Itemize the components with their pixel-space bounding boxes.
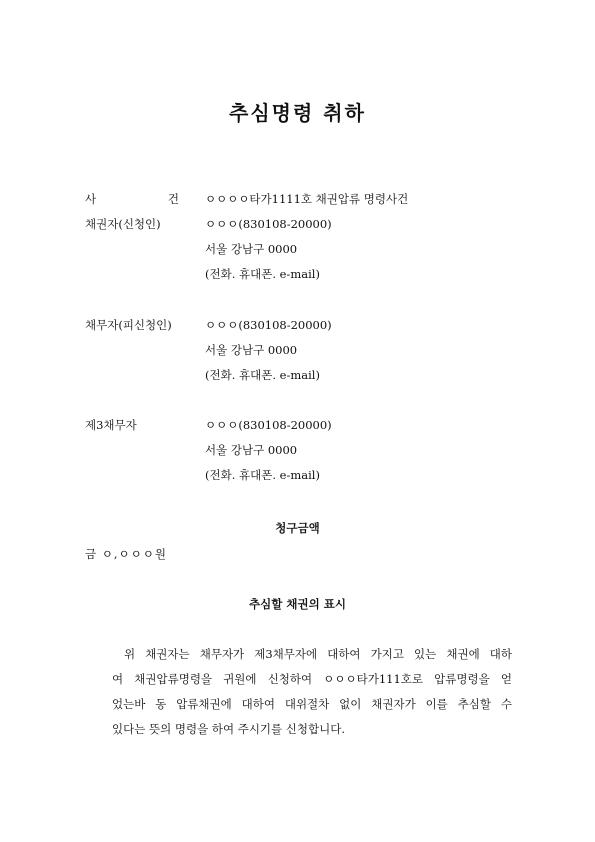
case-value: ㅇㅇㅇㅇ타가1111호 채권압류 명령사건 <box>205 192 409 206</box>
third-debtor-label: 제3채무자 <box>85 418 137 432</box>
creditor-name: ㅇㅇㅇ(830108-20000) <box>205 217 332 231</box>
third-debtor-name: ㅇㅇㅇ(830108-20000) <box>205 418 332 432</box>
claim-display-heading: 추심할 채권의 표시 <box>249 597 346 611</box>
debtor-address: 서울 강남구 0000 <box>205 343 298 357</box>
claim-heading: 청구금액 <box>275 521 320 535</box>
third-debtor-address: 서울 강남구 0000 <box>205 443 298 457</box>
body-line: 있다는 뜻의 명령을 하여 주시기를 신청합니다. <box>112 722 346 736</box>
body-line: 여 채권압류명령을 귀원에 신청하여 ㅇㅇㅇ타가111호로 압류명령을 얻 <box>112 672 512 686</box>
claim-amount: 금 ㅇ,ㅇㅇㅇ원 <box>85 547 167 561</box>
body-line: 었는바 동 압류채권에 대하여 대위절차 없이 채권자가 이를 추심할 수 <box>112 697 512 711</box>
debtor-contact: (전화. 휴대폰. e-mail) <box>205 368 320 382</box>
document-title: 추심명령 취하 <box>229 101 366 125</box>
case-label-left: 사 <box>85 192 97 206</box>
request-body <box>112 642 512 742</box>
debtor-label: 채무자(피신청인) <box>85 318 172 332</box>
case-label <box>85 191 179 207</box>
creditor-contact: (전화. 휴대폰. e-mail) <box>205 267 320 281</box>
creditor-address: 서울 강남구 0000 <box>205 242 298 256</box>
creditor-label: 채권자(신청인) <box>85 217 161 231</box>
body-line: 위 채권자는 채무자가 제3채무자에 대하여 가지고 있는 채권에 대하 <box>124 647 512 661</box>
case-label-right: 건 <box>167 192 179 206</box>
third-debtor-contact: (전화. 휴대폰. e-mail) <box>205 468 320 482</box>
debtor-name: ㅇㅇㅇ(830108-20000) <box>205 318 332 332</box>
